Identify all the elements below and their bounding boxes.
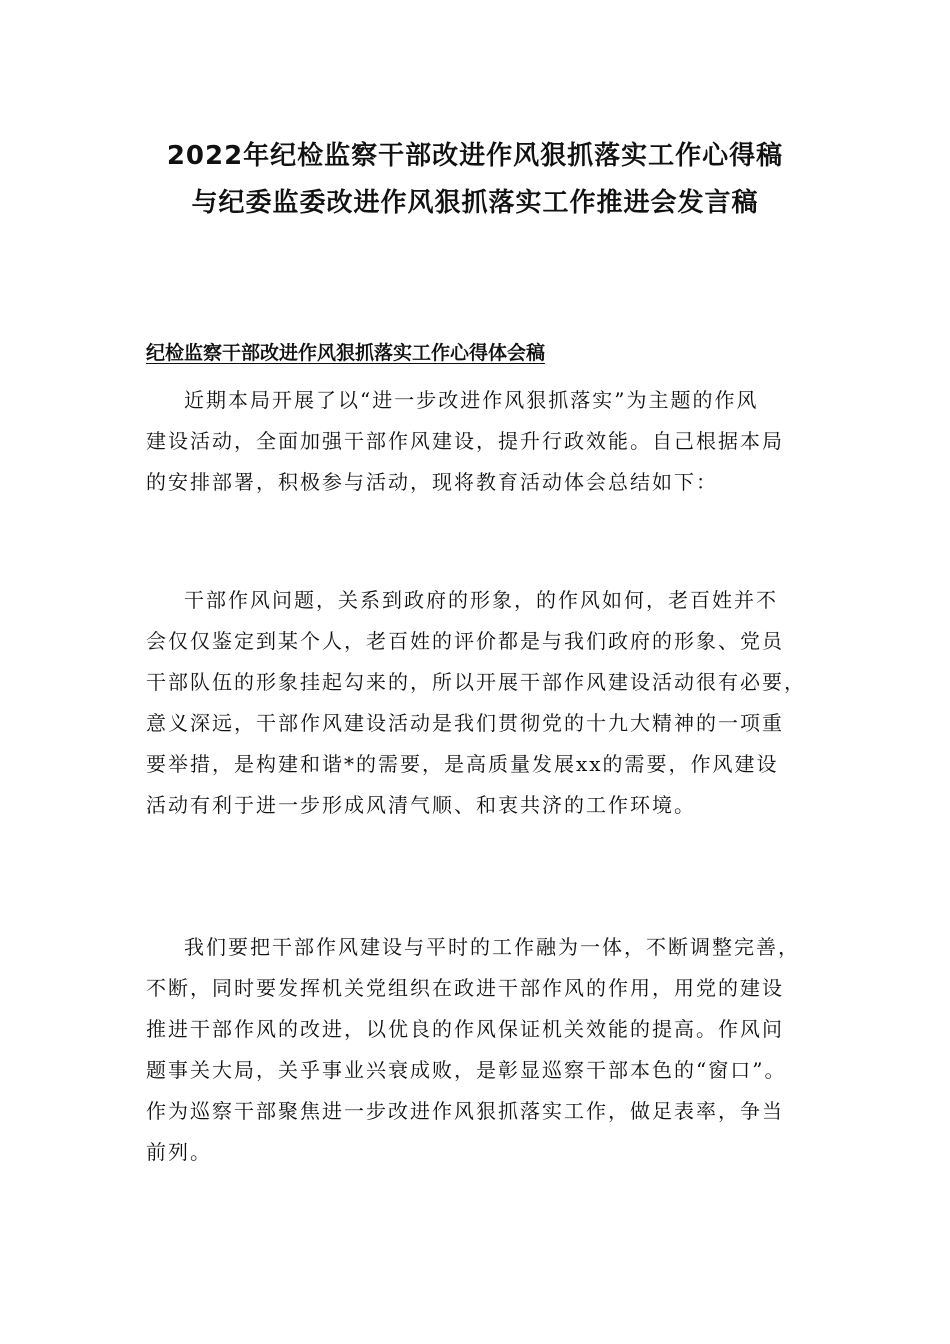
- paragraph-line: 我们要把干部作风建设与平时的工作融为一体，不断调整完善，: [184, 935, 800, 959]
- paragraph-line: 干部队伍的形象挂起勾来的，所以开展干部作风建设活动很有必要，: [146, 670, 806, 694]
- section-heading: 纪检监察干部改进作风狠抓落实工作心得体会稿: [146, 342, 546, 364]
- paragraph-1: [146, 380, 784, 503]
- paragraph-line: 会仅仅鉴定到某个人，老百姓的评价都是与我们政府的形象、党员: [146, 629, 784, 653]
- paragraph-line: 不断，同时要发挥机关党组织在政进干部作风的作用，用党的建设: [146, 976, 784, 1000]
- paragraph-line: 要举措，是构建和谐*的需要，是高质量发展xx的需要，作风建设: [146, 752, 779, 776]
- paragraph-line: 推进干部作风的改进，以优良的作风保证机关效能的提高。作风问: [146, 1017, 784, 1041]
- paragraph-line: 建设活动，全面加强干部作风建设，提升行政效能。自己根据本局: [146, 429, 784, 453]
- document-title-line-1: 2022年纪检监察干部改进作风狠抓落实工作心得稿: [166, 141, 784, 171]
- paragraph-line: 活动有利于进一步形成风清气顺、和衷共济的工作环境。: [146, 793, 696, 817]
- paragraph-line: 作为巡察干部聚焦进一步改进作风狠抓落实工作，做足表率，争当: [146, 1099, 784, 1123]
- paragraph-line: 的安排部署，积极参与活动，现将教育活动体会总结如下：: [146, 470, 718, 494]
- paragraph-line: 近期本局开展了以“进一步改进作风狠抓落实”为主题的作风: [184, 388, 759, 412]
- paragraph-line: 题事关大局，关乎事业兴衰成败，是彰显巡察干部本色的“窗口”。: [146, 1058, 787, 1082]
- document-title-line-2: 与纪委监委改进作风狠抓落实工作推进会发言稿: [191, 188, 759, 218]
- paragraph-line: 前列。: [146, 1140, 212, 1164]
- paragraph-line: 干部作风问题，关系到政府的形象，的作风如何，老百姓并不: [184, 588, 778, 612]
- paragraph-3: [146, 927, 800, 1173]
- paragraph-2: [146, 580, 806, 826]
- paragraph-line: 意义深远，干部作风建设活动是我们贯彻党的十九大精神的一项重: [146, 711, 784, 735]
